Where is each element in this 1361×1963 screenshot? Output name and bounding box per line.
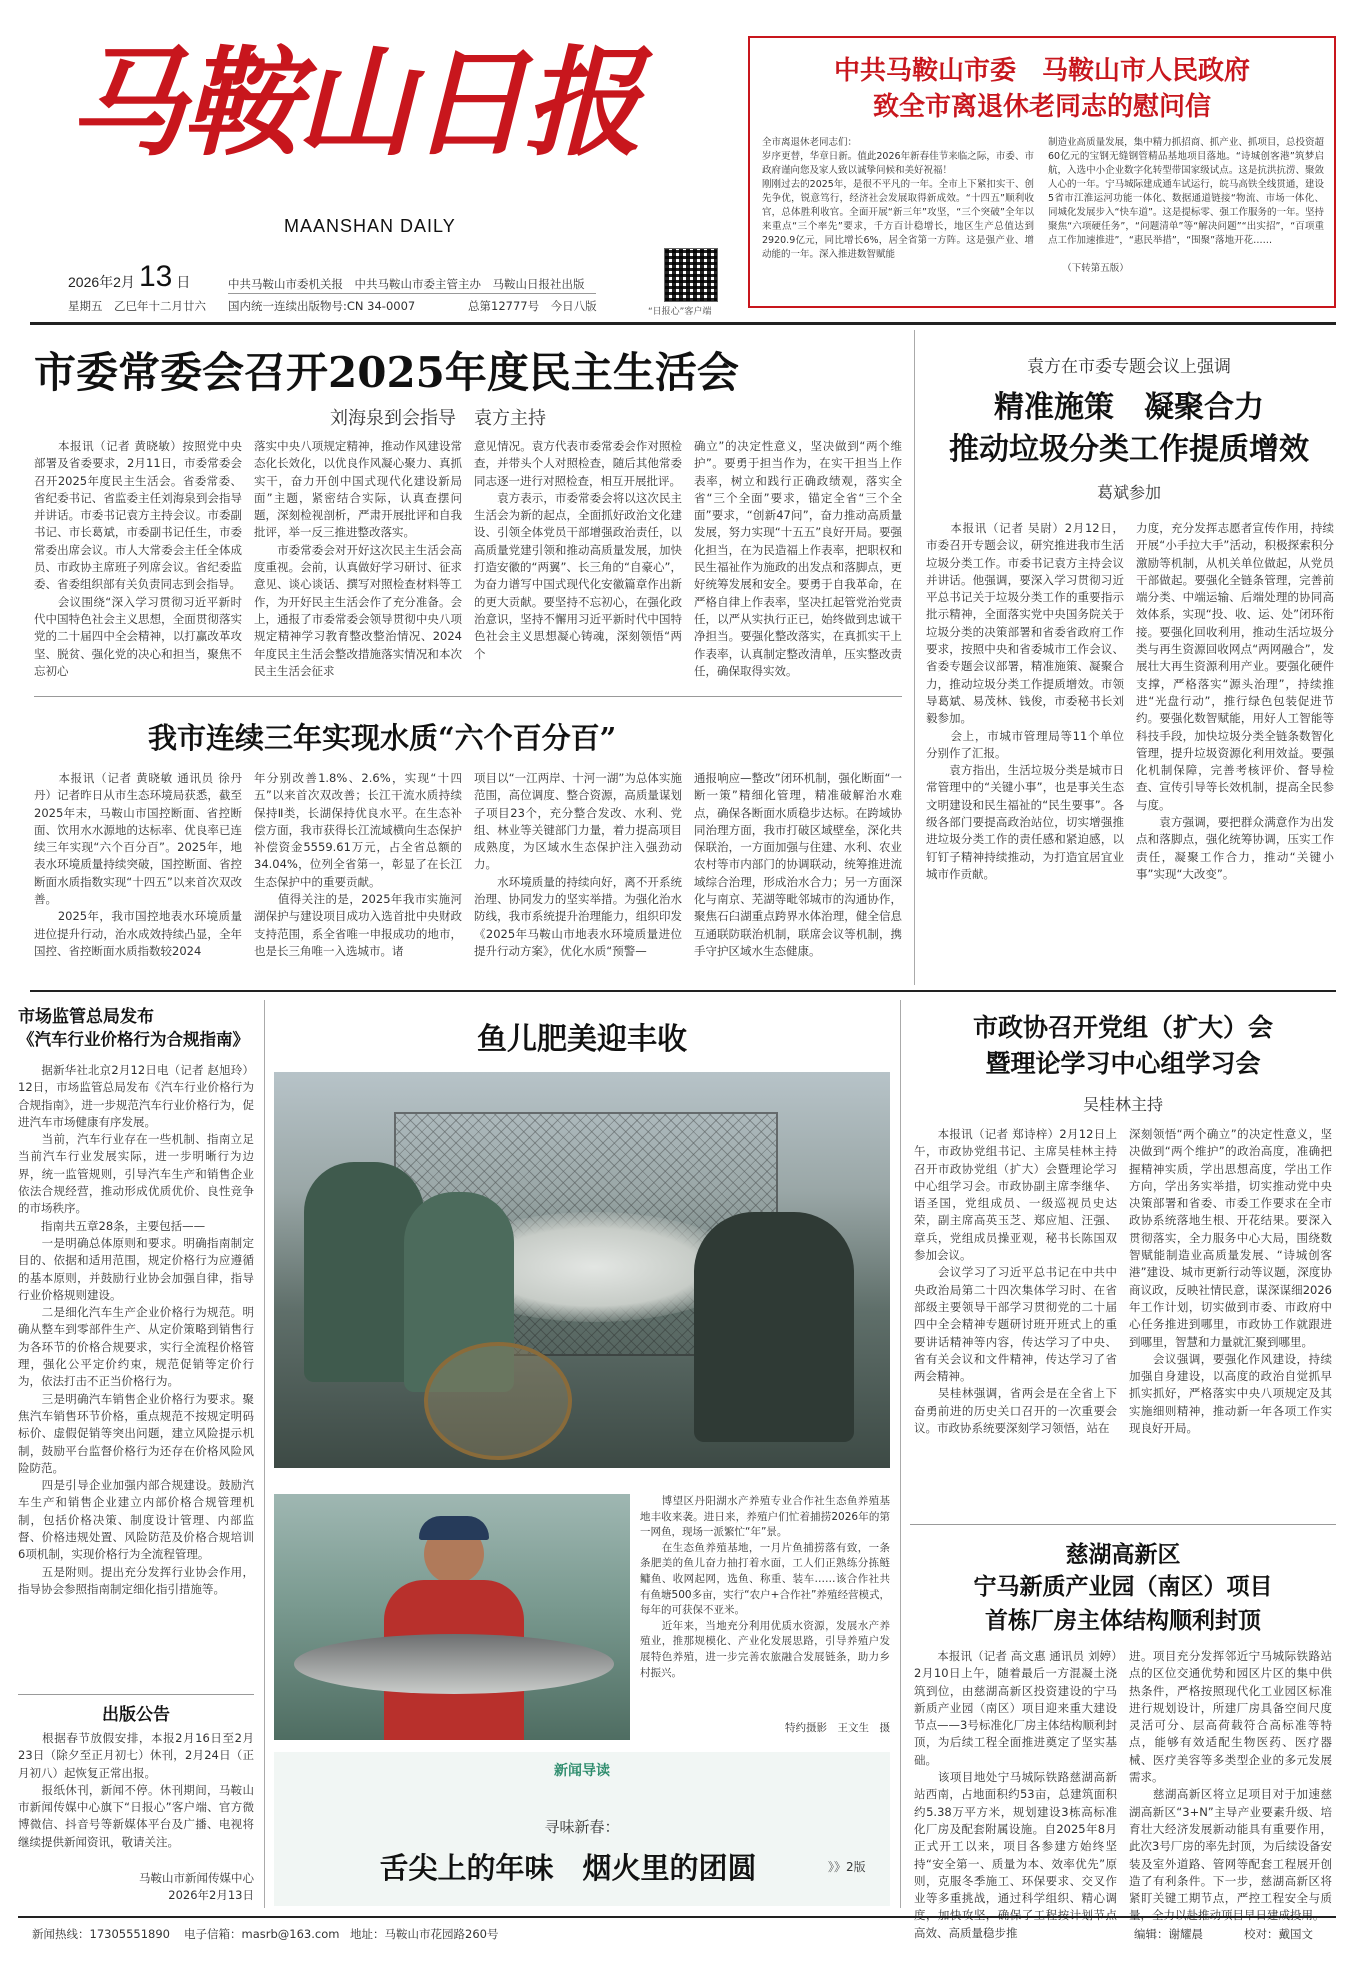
cihu-col-2: 进。项目充分发挥邻近宁马城际铁路站点的区位交通优势和园区片区的集中供热条件，严格按照现代化工业园区标准进行规划设计，所建厂房具备空间尺度灵活可分、层高荷载符合高标准等特点，能够有效适配生物医药、医疗器械、医疗美容等多类型企业的多元发展需求。 慈湖高新区将立足项目对于加速慈湖高新区“3+N”主导产业要素升级、培育壮大经济发展新动能具有重要作用，此次3号厂房的率先封顶，为后续设备安装及室外道路、管网等配套工程展开创造了有利条件。下一步，慈湖高新区将紧盯关键工期节点，严控工程安全与质 — [1129, 1649, 1332, 1906]
date-day: 13 — [138, 260, 173, 293]
lead-subhead: 刘海泉到会指导 袁方主持 — [330, 408, 546, 429]
cppcc-col-2: 深刻领悟“两个确立”的决定性意义，坚决做到“两个维护”的政治高度，准确把握精神实质，学出思想高度，学出工作方向，学出务实举措，切实推动党中央决策部署和省委、市委工作要求在全市政协系统落地生根、开花结果。要深入贯彻落实，全力服务中心大局，围绕数智赋能制造业高质量发展、“诗城创客港”建设、城市更新行动等议题，深度协商议政，反映社情民意，谋深谋细2026年工作计划，切实做到市委、市政府中心任务推进到哪里，市政协工作就跟进到哪里，智慧和力量就汇聚到哪里。 会议强调，要强化作风建设，持续加强自身建设，以高度的政治自觉抓早抓实抓好，严格落实中央八项规定及其实施细则精神，推动新一年各项工作实现良好开局。 — [1129, 1127, 1332, 1436]
feature-photo-credit: 特约摄影 王文生 摄 — [785, 1722, 890, 1734]
footer-hotline: 新闻热线：17305551890 — [32, 1927, 170, 1941]
footer-proof: 校对：戴国文 — [1244, 1927, 1313, 1941]
right-top-headline-2: 推动垃圾分类工作提质增效 — [949, 432, 1309, 467]
logo-english-subtitle: MAANSHAN DAILY — [284, 216, 456, 236]
water-col-3: 项目以“一江两岸、十河一湖”为总体实施范围，高位调度、整合资源，高质量谋划子项目23个，充分整合发改、水利、党组、林业等关键部门力量，着力提高项目成熟度，为区域水生态保护注入强劲动力。 水环境质量的持续向好，离不开系统治理、协同发力的坚实举措。为强化治水防线，我市系统提升治理能力，组织印发《2025年马鞍山市地表水环境质量进位提升行动方案》，优化水质“预警— — [474, 771, 682, 958]
right-top-kicker: 袁方在市委专题会议上强调 — [1027, 357, 1231, 377]
date-prefix: 2026年2月 — [68, 274, 135, 290]
market-title-2: 《汽车行业价格行为合规指南》 — [18, 1030, 249, 1049]
water-col-2: 年分别改善1.8%、2.6%，实现“十四五”以来首次双改善；长江干流水质持续保持Ⅱ类，长湖保持优良水平。在生态补偿方面，我市获得长江流域横向生态保护补偿资金5559.61万元，占全省总额的34.04%，位列全省第一，彰显了在长江生态保护中的重要贡献。 值得关注的是，2025年我市实施河湖保护与建设项目成功入选首批中央财政支持范围，系全省唯一申报成功的地市，也是长三角唯一入选城市。诸 — [254, 771, 462, 958]
news-guide-kicker: 寻味新春： — [544, 1818, 620, 1836]
news-guide-label: 新闻导读 — [554, 1763, 610, 1779]
newspaper-logo: 马鞍山日报 — [68, 33, 639, 172]
market-text: 据新华社北京2月12日电（记者 赵旭玲）12日，市场监管总局发布《汽车行业价格行为合规指南》，进一步规范汽车行业价格行为，促进汽车市场健康有序发展。 当前，汽车行业存在一些机制、指南立足当前汽车行业发展实际，进一步明晰行为边界，统一监管规则，引导汽车生产和销售企业依法合规经营，推动形成优质优价、良性竞争的市场秩序。 指南共五章28条，主要包括—— 一是明确总体原则和要求。明确指南制定目的、依据和适用范围，规定价格行为应遵循的基本原则，并鼓励行业协会加强自律，指导行业价格规则建设。 二是细化汽车生产企业价格行为规范。明确从整车到零部件生产、从定价策略到销售行为各环节的价格合规要求，实行全流程价格管理，强化公平定价约束，规范促销等定价行为，依法打击不正当价格行为。 三是明确汽车销售企业价格行为要求。聚焦汽车销售环节价格，重点规范不按规定明码标价、虚假促销等突出问题，建立风险提示机制，鼓励平台监督价格行为还存在价格风险风险防范。 四是引导企业加强内部合规建设。鼓励汽车生产和销售企业建立内部价格合规管理机制，包括价格决策、制度设计管理、内部监督、价格违规处置、风险防范及价格合规培训6项机制，实现价格行为全流程管理。 五是附则。提出充分发挥行业协会作用，指导协会参照指南制定细化指引措施等。 — [18, 1063, 254, 1596]
notice-text: 根据春节放假安排，本报2月16日至2月23日（除夕至正月初七）休刊，2月24日（正月初八）起恢复正常出报。 报纸休刊，新闻不停。休刊期间，马鞍山市新闻传媒中心旗下“日报心”客户端、官方微博微信、抖音号等新媒体平台及广播、电视将继续提供新闻资讯，敬请关注。 — [18, 1731, 254, 1849]
qr-code[interactable] — [664, 248, 718, 302]
footer-address: 地址：马鞍山市花园路260号 — [350, 1927, 499, 1941]
notice-title: 出版公告 — [102, 1705, 170, 1725]
feature-headline: 鱼儿肥美迎丰收 — [477, 1022, 687, 1057]
market-title-1: 市场监管总局发布 — [18, 1007, 154, 1027]
sponsor-line: 中共马鞍山市委机关报 中共马鞍山市委主管主办 马鞍山日报社出版 — [228, 277, 585, 291]
right-top-subhead: 葛斌参加 — [1096, 483, 1161, 502]
lead-col-2: 落实中央八项规定精神，推动作风建设常态化长效化，以优良作风凝心聚力、真抓实干，奋力开创中国式现代化建设新局面”主题，紧密结合实际，认真查摆问题，深刻检视剖析，严肃开展批评和自我批评，举一反三推进整改落实。 市委常委会对开好这次民主生活会高度重视。会前，认真做好学习研讨、征求意见、谈心谈话、撰写对照检查材料等工作，为开好民主生活会作了充分准备。会上，通报了市委常委会领导贯彻中央八项规定精神学习教育整改整治情况、2024年度民主生活会整改措施落实情况和本次民主生活会征求 — [254, 439, 462, 678]
cihu-headline-1: 慈湖高新区 — [1065, 1541, 1181, 1568]
lead-col-4: 确立”的决定性意义，坚决做到“两个维护”。要勇于担当作为，在实干担当上作表率，树立和践行正确政绩观，落实全省“三个全面”要求，锚定全省“三个全面”要求，“创新47问”，奋力推动高质量发展，努力实现“十五五”良好开局。要强化担当，在为民造福上作表率，把职权和民生福祉作为施政的出发点和落脚点，更好统筹发展和安全。要勇于自我革命，在严格自律上作表率，坚决扛起管党治党责任，以严从实执行正已，始终做到忠诚干净担当。要强化整改落实，在真抓实干上作表率，认真制定整改清单，压实整改责任，确保取得实效。 — [694, 439, 902, 678]
issue-number: 总第12777号 今日八版 — [468, 299, 597, 313]
feature-caption: 博望区丹阳湖水产养殖专业合作社生态鱼养殖基地丰收来袭。进日来，养殖户们忙着捕捞2026年的第一网鱼，现场一派繁忙“年”景。 在生态鱼养殖基地，一月片鱼捕捞落有致，一条条肥美的鱼儿奋力抽打着水面，工人们正熟练分拣鲢鳙鱼、收网起网，选鱼、称重、装车……该合作社共有鱼塘500多亩，实行“农户+合作社”养殖经营模式，每年的可获保不亚米。 近年来，当地充分利用优质水资源，发展水产养殖业，推那规模化、产业化发展思路，引导养殖户发展特色养殖，进一步完善农旅融合发展链条，助力乡村振兴。 — [640, 1495, 890, 1679]
cppcc-col-1: 本报讯（记者 郑诗梓）2月12日上午，市政协党组书记、主席吴桂林主持召开市政协党组（扩大）会暨理论学习中心组学习会。市政协副主席李继华、语圣国，党组成员、一级巡视员史达荣，副主席高英玉芝、郑应旭、汪强、章兵，党组成员操亚观，秘书长陈国双参加会议。 会议学习了习近平总书记在中共中央政治局第二十四次集体学习时、在省部级主要领导干部学习贯彻党的二十届四中全会精神专题研讨班开班式上的重要讲话精神等内容，传达学习了中央、省有关会议和文件精神，传达学习了省两会精神。 吴桂林强调，省两会是在全省上下奋勇前进的历史关口召开的一次重要会议。市政协系统要深刻学习领悟，站在 — [914, 1127, 1117, 1436]
greeting-letter-box — [748, 36, 1336, 308]
lead-headline: 市委常委会召开2025年度民主生活会 — [34, 348, 739, 397]
water-col-1: 本报讯（记者 黄晓敏 通讯员 徐丹丹）记者昨日从市生态环境局获悉，截至2025年末，马鞍山市国控断面、省控断面、饮用水水源地的达标率、优良率已连续三年实现“六个百分百”。2025年，地表水环境质量持续突破，国控断面、省控断面水质指数实现“十四五”以来首次双改善。 2025年，我市国控地表水环境质量进位提升行动，治水成效持续凸显，全年国控、省控断面水质指数较2024 — [34, 771, 242, 958]
fisherman-portrait-photo — [274, 1494, 630, 1740]
footer-email: 电子信箱：masrb@163.com — [184, 1927, 340, 1941]
greeting-title-line1: 中共马鞍山市委 马鞍山市人民政府 — [833, 56, 1250, 86]
cihu-headline-2: 宁马新质产业园（南区）项目 — [973, 1573, 1273, 1600]
cppcc-headline-2: 暨理论学习中心组学习会 — [985, 1049, 1261, 1078]
fishing-harvest-photo — [274, 1072, 890, 1468]
cihu-col-1: 本报讯（记者 高文惠 通讯员 刘婷）2月10日上午，随着最后一方混凝土浇筑到位，由慈湖高新区投资建设的宁马新质产业园（南区）项目迎来重大建设节点——3号标准化厂房主体结构顺利封顶，为后续工程全面推进奠定了坚实基础。 该项目地处宁马城际铁路慈湖高新站西南，占地面积约53亩，总建筑面积约5.38万平方米，规划建设3栋高标准化厂房及配套附属设施。自2025年8月正式开工以来，项目各参建方始终坚持“安全第一、质量为本、效率优先”原则，克服冬季施工、环保要求、交叉作业等多重挑战，通过科学组织、精心调 高效、高质量稳步推 — [914, 1649, 1117, 1940]
cihu-headline-3: 首栋厂房主体结构顺利封顶 — [985, 1607, 1261, 1634]
water-headline: 我市连续三年实现水质“六个百分百” — [148, 721, 617, 755]
cn-number: 国内统一连续出版物号:CN 34-0007 — [228, 299, 416, 313]
qr-caption: “日报心”客户端 — [648, 307, 712, 317]
greeting-col-2: 制造业高质量发展，集中精力抓招商、抓产业、抓项目，总投资超60亿元的宝钢无缝钢管精品基地项目落地。“诗城创客港”筑梦启航，入选中小企业数字化转型带国家级试点。这是抗洪抗涝、聚敛人心的一年。宁马城际建成通车试运行，皖马高铁全线贯通，建设5省市江淮运河功能一体化、数据通道链接“物流、市场一体化、同城化发展步入“快车道”。这是提标零、强工作服务的一年。坚持聚焦“六项硬任务”，“问题清单”等“解决问题”“出实招”，“百项重点工作加速推进”，“惠民举措”，“围聚”落地开花…… （下转第五版） — [1048, 137, 1324, 274]
right-top-col-2: 力度，充分发挥志愿者宣传作用，持续开展“小手拉大手”活动，积极探索积分激励等机制，从机关单位做起，从党员干部做起。要强化全链条管理，完善前端分类、中端运输、后端处理的协同高效体系，实现“投、收、运、处”闭环衔接。要强化回收利用，推动生活垃圾分类与再生资源回收网点“两网融合”，发展壮大再生资源利用产业。要强化硬件支撑，严格落实“源头治理”，持续推进“光盘行动”，推行绿色包装促进节约。要强化数智赋能，用好人工智能等科技手段，加快垃圾分类全链条数智化管理，提升垃圾资源化利用效益。要强化机制保障，完善考核评价、督导检查、宣传引导等长效机制，提高全民参与度。 袁方强调，要把群众满意作为出发点和落脚点，强化统筹协调，压实工作责任，凝聚工作合力，推动“关键小事”实现“大改变”。 — [1136, 521, 1334, 881]
right-top-col-1: 本报讯（记者 吴尉）2月12日，市委召开专题会议，研究推进我市生活垃圾分类工作。市委书记袁方主持会议并讲话。他强调，要深入学习贯彻习近平总书记关于垃圾分类工作的重要指示批示精神，全面落实党中央国务院关于垃圾分类的决策部署和省委省政府工作要求，按照中央和省委城市工作会议、省委专题会议部署，精准施策、凝聚合力，推动垃圾分类工作提质增效。市领导葛斌、易茂林、钱俊，市委秘书长刘毅参加。 会上，市城市管理局等11个单位分别作了汇报。 袁方指出，生活垃圾分类是城市日常管理中的“关键小事”，也是事关生态文明建设和民生福祉的“民生要事”。各级各部门要提高政治站位，切实增强推进垃圾分类工作的责任感和紧迫感，以钉钉子精神持续推动，为打造宜居宜业城市作贡献。 — [926, 521, 1124, 881]
lead-col-3: 意见情况。袁方代表市委常委会作对照检查，并带头个人对照检查，随后其他常委同志逐一进行对照检查，相互开展批评。 袁方表示，市委常委会将以这次民主生活会为新的起点，全面抓好政治文化建设、引领全体党员干部增强政治责任，以高质量党建引领和推动高质量发展，加快打造安徽的“两翼”、长三角的“自豪心”，为奋力谱写中国式现代化安徽篇章作出新的更大贡献。要坚持不忘初心，在强化政治意识，坚持不懈用习近平新时代中国特色社会主义思想凝心铸魂，深刻领悟“两个 — [474, 439, 682, 661]
cppcc-subhead: 吴桂林主持 — [1082, 1095, 1163, 1114]
news-guide-page-ref[interactable]: 》》2版 — [828, 1860, 866, 1874]
greeting-title-line2: 致全市离退休老同志的慰问信 — [872, 92, 1211, 122]
footer-editor: 编辑：谢耀晨 — [1134, 1927, 1203, 1941]
right-top-headline-1: 精准施策 凝聚合力 — [994, 390, 1264, 425]
greeting-col-1: 全市离退休老同志们： 岁序更替，华章日新。值此2026年新春佳节来临之际，市委、市政府谨向您及家人致以诚挚问候和美好祝福！ 刚刚过去的2025年，是很不平凡的一年。全市上下紧扣实干、创先争优，锐意笃行，经济社会发展取得新成效。“十四五”顺利收官，总体胜利收官。全面开展“新三年”攻坚，“三个突破”全年以来重点“三个率先”要求，千方百计稳增长，地区生产总值达到2920.9亿元，同比增长6%，居全省第一方阵。这是强产业、增动能的一年。深入推进数智赋能 — [762, 137, 1034, 260]
date-suffix: 日 — [176, 274, 191, 290]
notice-sign: 马鞍山市新闻传媒中心 2026年2月13日 — [139, 1871, 254, 1903]
cppcc-headline-1: 市政协召开党组（扩大）会 — [972, 1013, 1273, 1042]
lead-col-1: 本报讯（记者 黄晓敏）按照党中央部署及省委要求，2月11日，市委常委会召开2025年度民主生活会。省委常委、省纪委书记、省监委主任刘海泉到会指导并讲话。市委书记袁方主持会议。市委副书记、市长葛斌，市委副书记任生，市委常委出席会议。市人大常委会主任全体成员、市政协主席班子列席会议。省纪委监委、省委组织部有关负责同志到会指导。 会议围绕“深入学习贯彻习近平新时代中国特色社会主义思想，全面贯彻落实党的二十届四中全会精神，以打赢改革攻坚、脱贫、强化党的决心和担当，聚焦不忘初心 — [34, 439, 242, 678]
water-col-4: 通报响应—整改”闭环机制，强化断面“一断一策”精细化管理，精准破解治水难点，确保各断面水质稳步达标。在跨域协同治理方面，我市打破区域壁垒，深化共保联治，一方面加强与住建、水利、农业农村等市内部门的协调联动，统筹推进流域综合治理，形成治水合力；另一方面深化与南京、芜湖等毗邻城市的沟通协作，聚焦石臼湖重点跨界水体治理，健全信息互通联防联治机制，联席会议等机制，携手守护区域水生态健康。 — [694, 771, 902, 958]
weekday-lunar: 星期五 乙巳年十二月廿六 — [68, 299, 206, 313]
news-guide-headline[interactable]: 舌尖上的年味 烟火里的团圆 — [379, 1851, 757, 1885]
